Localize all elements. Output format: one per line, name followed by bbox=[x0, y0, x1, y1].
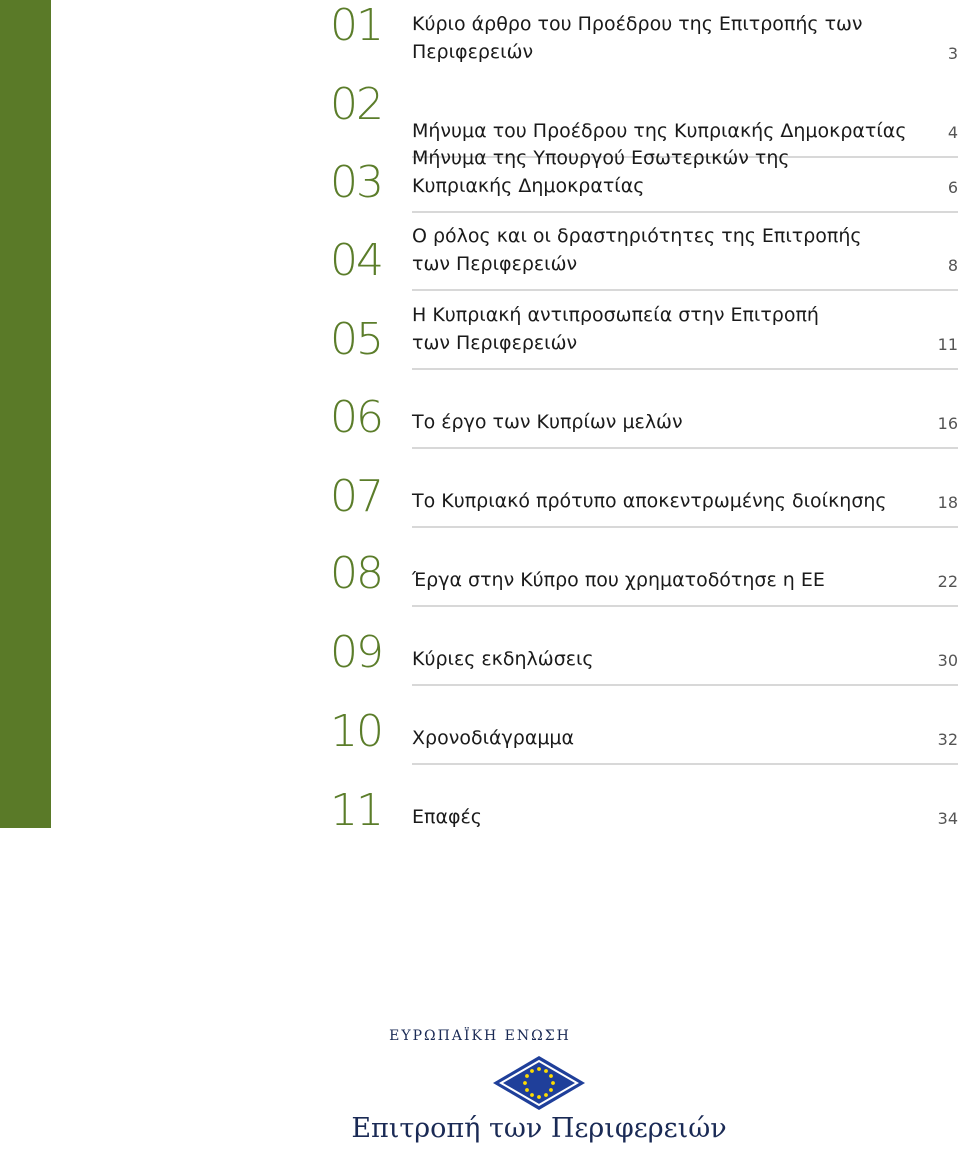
toc-title: Χρονοδιάγραμμα bbox=[412, 727, 575, 749]
toc-number: 04 bbox=[330, 235, 382, 286]
toc-page: 8 bbox=[947, 256, 958, 275]
toc-title: Το έργο των Κυπρίων μελών bbox=[412, 411, 683, 433]
toc-title: Ο ρόλος και οι δραστηριότητες της Επιτροπής των Περιφερειών bbox=[412, 225, 862, 275]
toc-entry[interactable] bbox=[330, 449, 958, 528]
toc-entry[interactable] bbox=[330, 370, 958, 449]
toc-entry[interactable] bbox=[330, 686, 958, 765]
toc-number: 10 bbox=[330, 706, 382, 757]
eu-flag-icon bbox=[493, 1050, 585, 1116]
toc-entry[interactable] bbox=[330, 607, 958, 686]
green-side-bar bbox=[0, 0, 51, 828]
toc-number: 09 bbox=[330, 627, 382, 678]
toc-page: 22 bbox=[937, 572, 958, 591]
toc-entry[interactable] bbox=[330, 291, 958, 370]
toc-entry[interactable] bbox=[330, 213, 958, 291]
toc-number: 05 bbox=[330, 314, 382, 365]
toc-page: 3 bbox=[947, 44, 958, 63]
toc-entry[interactable] bbox=[330, 0, 958, 79]
toc-number: 07 bbox=[330, 471, 382, 522]
toc-title: Επαφές bbox=[412, 806, 482, 828]
toc-entry[interactable] bbox=[330, 765, 958, 844]
toc-page: 11 bbox=[937, 335, 958, 354]
toc-number: 01 bbox=[330, 0, 382, 51]
european-union-label: ΕΥΡΩΠΑΪΚΗ ΕΝΩΣΗ bbox=[389, 1028, 571, 1044]
toc-number: 02 bbox=[330, 79, 382, 130]
toc-title: Κύριες εκδηλώσεις bbox=[412, 648, 594, 670]
toc-number: 03 bbox=[330, 157, 382, 208]
toc-page: 30 bbox=[937, 651, 958, 670]
toc-number: 06 bbox=[330, 392, 382, 443]
toc-page: 4 bbox=[947, 123, 958, 142]
toc-title: Το Κυπριακό πρότυπο αποκεντρωμένης διοίκησης bbox=[412, 490, 887, 512]
toc-number: 11 bbox=[330, 785, 382, 836]
toc-page: 32 bbox=[937, 730, 958, 749]
toc-page: 18 bbox=[937, 493, 958, 512]
toc-page: 6 bbox=[947, 178, 958, 197]
toc-number: 08 bbox=[330, 548, 382, 599]
toc-title: Έργα στην Κύπρο που χρηματοδότησε η ΕΕ bbox=[412, 569, 825, 591]
toc-entry[interactable] bbox=[330, 528, 958, 607]
toc-title: Κύριο άρθρο του Προέδρου της Επιτροπής των Περιφερειών bbox=[412, 13, 863, 63]
toc-entry[interactable] bbox=[330, 133, 958, 213]
toc-title: Μήνυμα του Προέδρου της Κυπριακής Δημοκρατίας bbox=[412, 120, 907, 142]
toc-page: 34 bbox=[937, 809, 958, 828]
committee-of-regions-label: Επιτροπή των Περιφερειών bbox=[351, 1113, 727, 1144]
toc-page: 16 bbox=[937, 414, 958, 433]
toc-title: Η Κυπριακή αντιπροσωπεία στην Επιτροπή των Περιφερειών bbox=[412, 304, 819, 354]
toc-title: Μήνυμα της Υπουργού Εσωτερικών της Κυπριακής Δημοκρατίας bbox=[412, 147, 790, 197]
